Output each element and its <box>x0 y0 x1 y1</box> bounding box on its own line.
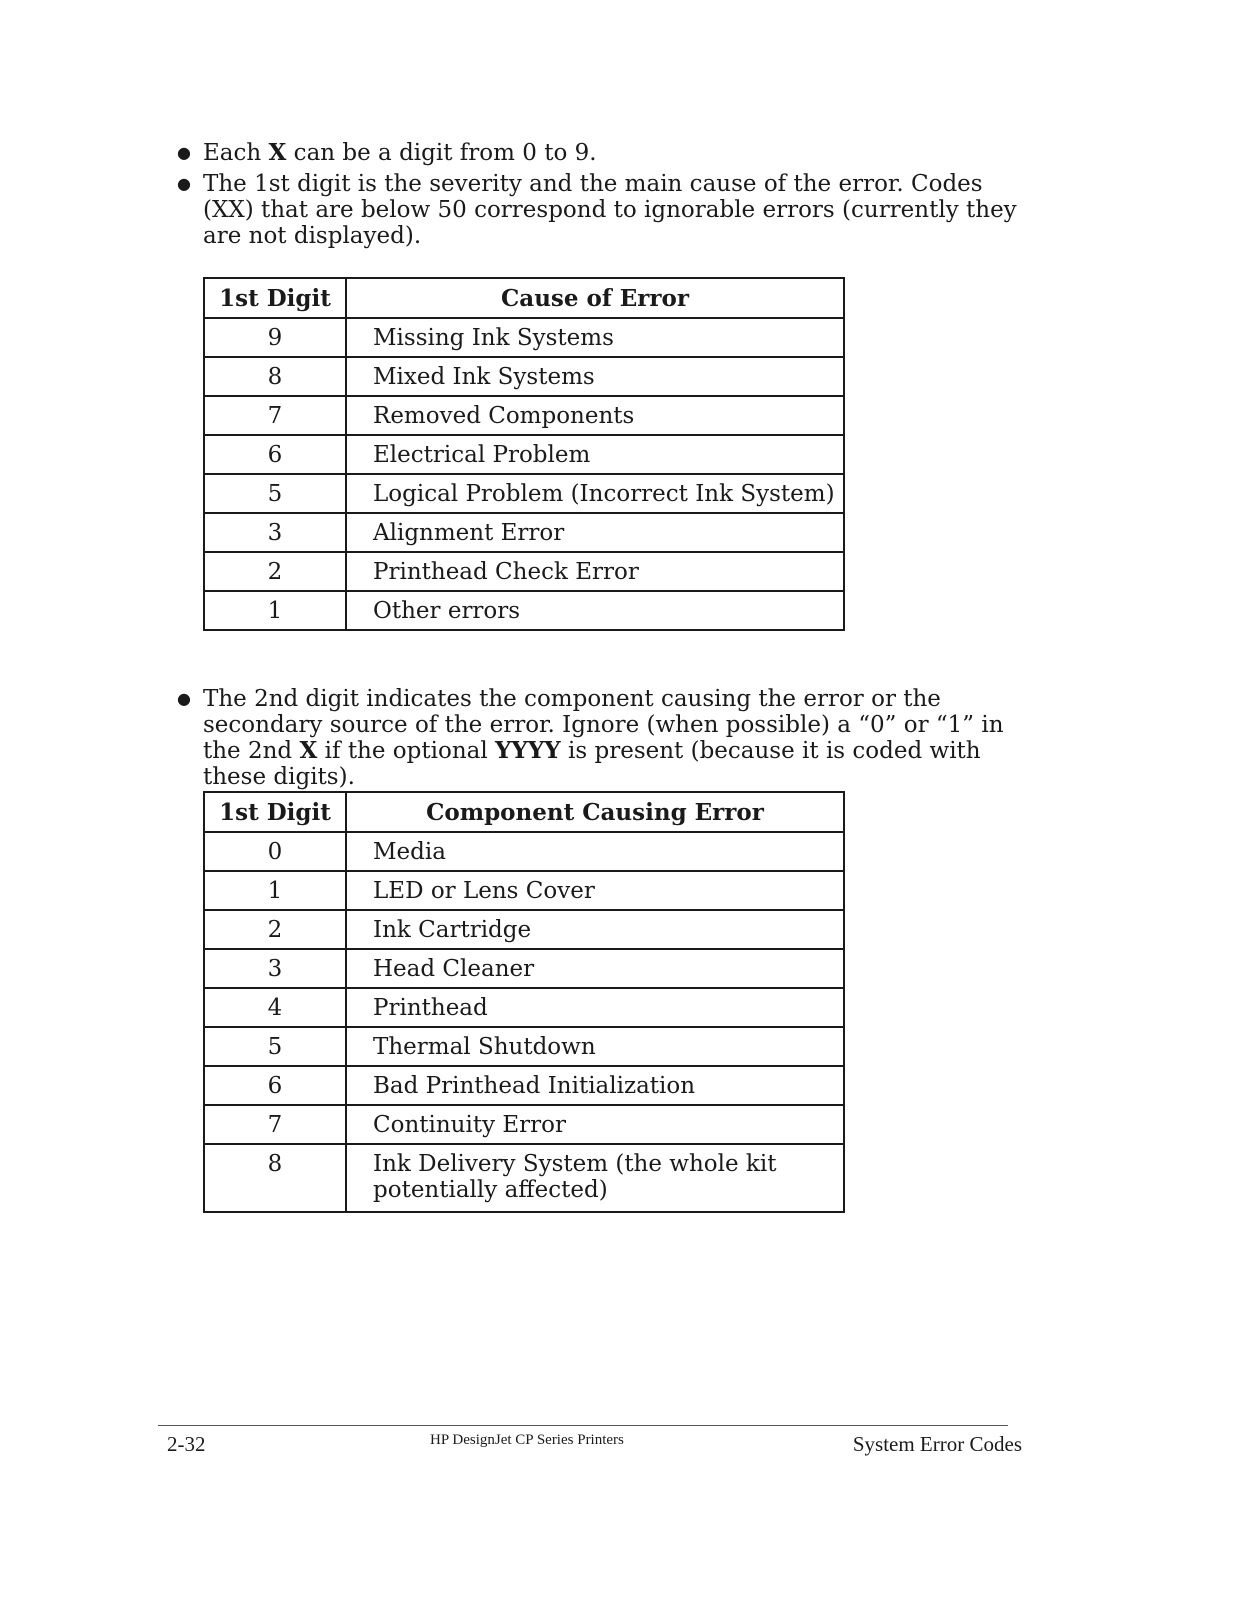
bullet-text <box>203 140 1017 166</box>
digit-cell: 3 <box>204 513 346 552</box>
digit-cell: 6 <box>204 1066 346 1105</box>
table-row <box>204 949 844 988</box>
digit-cell: 9 <box>204 318 346 357</box>
component-cell: Bad Printhead Initialization <box>346 1066 844 1105</box>
table-row <box>204 1066 844 1105</box>
table-row <box>204 513 844 552</box>
column-header-cause: Cause of Error <box>346 278 844 318</box>
digit-cell: 3 <box>204 949 346 988</box>
cause-cell: Other errors <box>346 591 844 630</box>
bullet-text-pre: Each <box>203 140 269 166</box>
table-row <box>204 552 844 591</box>
component-cell: Printhead <box>346 988 844 1027</box>
cause-cell: Missing Ink Systems <box>346 318 844 357</box>
bullet-text <box>203 686 1017 790</box>
table-row <box>204 435 844 474</box>
bullet-dot-icon: ● <box>177 689 191 708</box>
bullet-dot-icon: ● <box>177 143 191 162</box>
table-row <box>204 1105 844 1144</box>
table-row <box>204 396 844 435</box>
digit-cell: 5 <box>204 474 346 513</box>
table-row <box>204 474 844 513</box>
table-row <box>204 988 844 1027</box>
cause-of-error-table <box>203 277 845 631</box>
component-cell: LED or Lens Cover <box>346 871 844 910</box>
column-header-digit: 1st Digit <box>204 792 346 832</box>
component-cell: Continuity Error <box>346 1105 844 1144</box>
table-row <box>204 1027 844 1066</box>
bullet-text-post: is present (because it is coded with these digits). <box>203 738 981 790</box>
digit-cell: 6 <box>204 435 346 474</box>
cause-cell: Alignment Error <box>346 513 844 552</box>
bullet-text-bold: X <box>299 737 318 764</box>
table-row <box>204 357 844 396</box>
table-row <box>204 591 844 630</box>
bullet-text-pre: The 2nd digit indicates the component causing the error or the secondary source of the error. Ignore (when possible) a “0” or “1” in the 2nd <box>203 686 1004 764</box>
digit-cell: 1 <box>204 591 346 630</box>
cause-cell: Mixed Ink Systems <box>346 357 844 396</box>
digit-cell: 0 <box>204 832 346 871</box>
table-row <box>204 832 844 871</box>
digit-cell: 8 <box>204 357 346 396</box>
table-header-row <box>204 278 844 318</box>
digit-cell: 7 <box>204 396 346 435</box>
page-number: 2-32 <box>167 1432 206 1456</box>
footer-divider <box>158 1425 1008 1426</box>
column-header-digit: 1st Digit <box>204 278 346 318</box>
digit-cell: 1 <box>204 871 346 910</box>
component-cell: Ink Delivery System (the whole kit potentially affected) <box>346 1144 844 1212</box>
cause-cell: Printhead Check Error <box>346 552 844 591</box>
cause-cell: Electrical Problem <box>346 435 844 474</box>
table-row <box>204 910 844 949</box>
bullet-text-post: can be a digit from 0 to 9. <box>286 140 597 166</box>
table-header-row <box>204 792 844 832</box>
section-title: System Error Codes <box>852 1432 1022 1456</box>
digit-cell: 8 <box>204 1144 346 1212</box>
digit-cell: 4 <box>204 988 346 1027</box>
table-row <box>204 318 844 357</box>
component-cell: Head Cleaner <box>346 949 844 988</box>
digit-cell: 7 <box>204 1105 346 1144</box>
table-row <box>204 1144 844 1212</box>
digit-cell: 5 <box>204 1027 346 1066</box>
table-row <box>204 871 844 910</box>
bullet-text: The 1st digit is the severity and the main cause of the error. Codes (XX) that are below 50 correspond to ignorable errors (currently they are not displayed). <box>203 171 1017 249</box>
digit-cell: 2 <box>204 910 346 949</box>
book-title: HP DesignJet CP Series Printers <box>430 1432 624 1448</box>
component-cell: Thermal Shutdown <box>346 1027 844 1066</box>
component-cell: Media <box>346 832 844 871</box>
component-cell: Ink Cartridge <box>346 910 844 949</box>
digit-cell: 2 <box>204 552 346 591</box>
cause-cell: Logical Problem (Incorrect Ink System) <box>346 474 844 513</box>
cause-cell: Removed Components <box>346 396 844 435</box>
bullet-text-bold: X <box>268 139 287 166</box>
bullet-text-bold2: YYYY <box>495 737 561 764</box>
bullet-dot-icon: ● <box>177 174 191 193</box>
component-causing-error-table <box>203 791 845 1213</box>
bullet-text-mid: if the optional <box>317 738 496 764</box>
column-header-component: Component Causing Error <box>346 792 844 832</box>
